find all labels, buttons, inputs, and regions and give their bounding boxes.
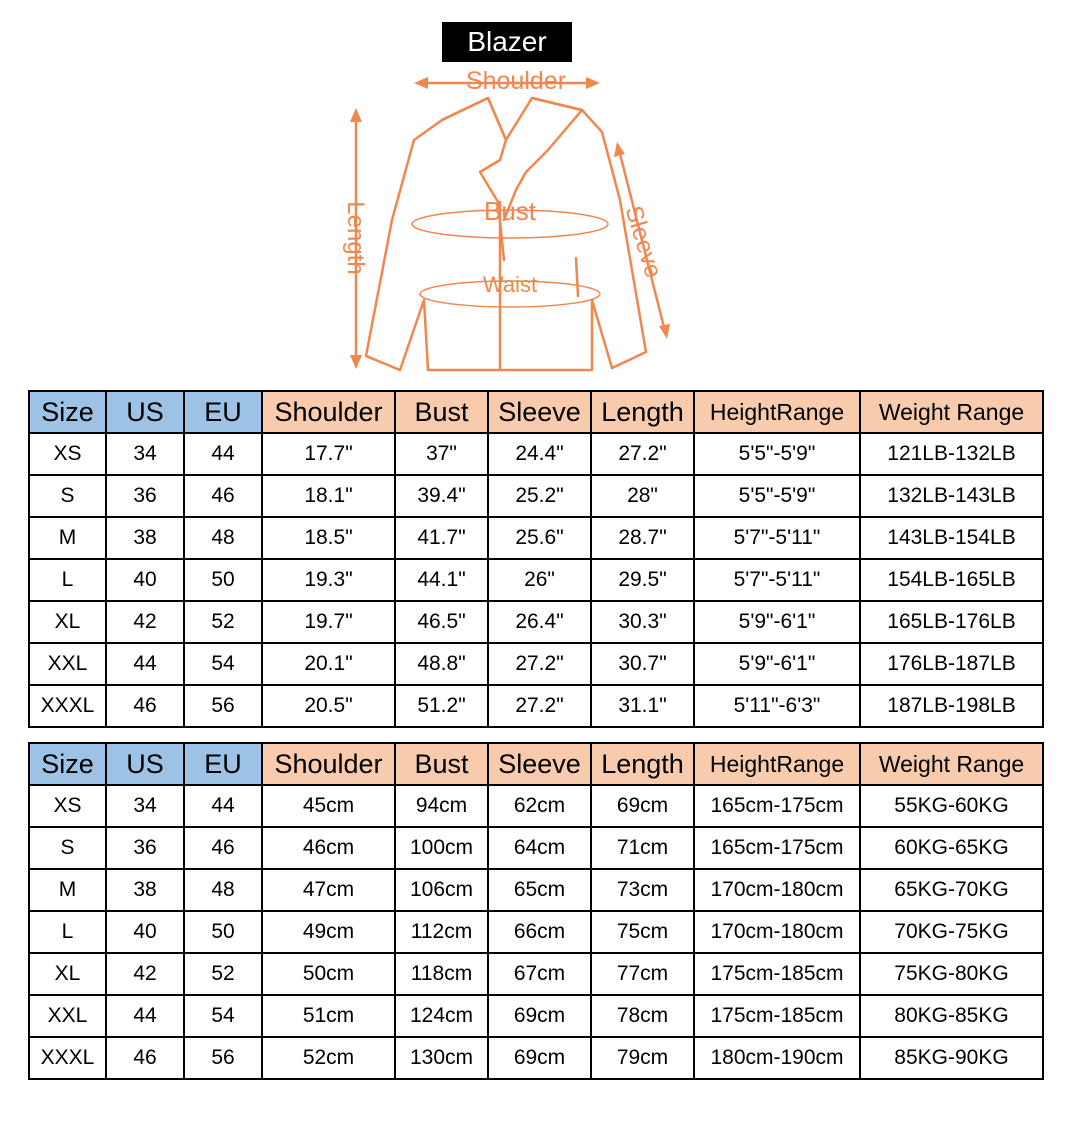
- cell-weight-range: 176LB-187LB: [860, 643, 1043, 685]
- header-sleeve: Sleeve: [488, 391, 591, 433]
- size-chart-inches: [28, 390, 1044, 728]
- cell-us: 34: [106, 785, 184, 827]
- cell-length: 28.7": [591, 517, 694, 559]
- cell-length: 77cm: [591, 953, 694, 995]
- cell-length: 30.3": [591, 601, 694, 643]
- cell-us: 46: [106, 685, 184, 727]
- cell-sleeve: 27.2": [488, 643, 591, 685]
- table-row: [29, 995, 1043, 1037]
- cell-length: 30.7": [591, 643, 694, 685]
- cell-weight-range: 121LB-132LB: [860, 433, 1043, 475]
- cell-size: XXL: [29, 995, 106, 1037]
- cell-eu: 50: [184, 559, 262, 601]
- cell-length: 79cm: [591, 1037, 694, 1079]
- cell-eu: 54: [184, 995, 262, 1037]
- cell-height-range: 175cm-185cm: [694, 995, 860, 1037]
- sleeve-label: Sleeve: [619, 202, 667, 281]
- cell-us: 34: [106, 433, 184, 475]
- shoulder-arrowhead-right: [586, 77, 600, 89]
- cell-eu: 56: [184, 1037, 262, 1079]
- cell-us: 42: [106, 953, 184, 995]
- cell-bust: 48.8": [395, 643, 488, 685]
- cell-eu: 44: [184, 785, 262, 827]
- cell-height-range: 165cm-175cm: [694, 827, 860, 869]
- table-row: [29, 911, 1043, 953]
- table-row: [29, 953, 1043, 995]
- cell-size: L: [29, 559, 106, 601]
- cell-shoulder: 45cm: [262, 785, 395, 827]
- cell-length: 27.2": [591, 433, 694, 475]
- cell-eu: 46: [184, 827, 262, 869]
- header-length: Length: [591, 743, 694, 785]
- cell-shoulder: 52cm: [262, 1037, 395, 1079]
- header-weight-range: Weight Range: [860, 743, 1043, 785]
- cell-height-range: 175cm-185cm: [694, 953, 860, 995]
- cell-us: 44: [106, 643, 184, 685]
- header-size: Size: [29, 743, 106, 785]
- cell-weight-range: 187LB-198LB: [860, 685, 1043, 727]
- cell-bust: 39.4": [395, 475, 488, 517]
- cell-bust: 118cm: [395, 953, 488, 995]
- cell-height-range: 170cm-180cm: [694, 869, 860, 911]
- length-arrowhead-bottom: [350, 355, 362, 369]
- cell-weight-range: 143LB-154LB: [860, 517, 1043, 559]
- cell-size: M: [29, 869, 106, 911]
- cell-us: 44: [106, 995, 184, 1037]
- cell-size: XXXL: [29, 685, 106, 727]
- cell-us: 38: [106, 517, 184, 559]
- cell-us: 40: [106, 559, 184, 601]
- cell-size: XS: [29, 785, 106, 827]
- cell-eu: 46: [184, 475, 262, 517]
- table-row: [29, 785, 1043, 827]
- blazer-title: Blazer: [442, 22, 572, 62]
- header-weight-range: Weight Range: [860, 391, 1043, 433]
- cell-eu: 48: [184, 517, 262, 559]
- cell-sleeve: 65cm: [488, 869, 591, 911]
- blazer-measurement-diagram: [330, 60, 690, 380]
- cell-bust: 112cm: [395, 911, 488, 953]
- length-label: Length: [342, 201, 369, 275]
- cell-shoulder: 20.5": [262, 685, 395, 727]
- cell-height-range: 5'9"-6'1": [694, 643, 860, 685]
- cell-sleeve: 26": [488, 559, 591, 601]
- cell-shoulder: 49cm: [262, 911, 395, 953]
- header-bust: Bust: [395, 743, 488, 785]
- cell-length: 28": [591, 475, 694, 517]
- cell-height-range: 165cm-175cm: [694, 785, 860, 827]
- header-size: Size: [29, 391, 106, 433]
- table-row: [29, 827, 1043, 869]
- cell-weight-range: 60KG-65KG: [860, 827, 1043, 869]
- cell-height-range: 5'7"-5'11": [694, 559, 860, 601]
- cell-shoulder: 20.1": [262, 643, 395, 685]
- cell-height-range: 5'9"-6'1": [694, 601, 860, 643]
- cell-size: XL: [29, 953, 106, 995]
- cell-height-range: 5'7"-5'11": [694, 517, 860, 559]
- size-chart-cm: [28, 742, 1044, 1080]
- header-height-range: HeightRange: [694, 391, 860, 433]
- cm-table-body: [29, 785, 1043, 1079]
- cell-eu: 56: [184, 685, 262, 727]
- cell-shoulder: 18.5": [262, 517, 395, 559]
- cell-size: M: [29, 517, 106, 559]
- cell-shoulder: 18.1": [262, 475, 395, 517]
- table-row: [29, 517, 1043, 559]
- cell-shoulder: 51cm: [262, 995, 395, 1037]
- cell-shoulder: 46cm: [262, 827, 395, 869]
- cell-height-range: 5'5"-5'9": [694, 475, 860, 517]
- cell-sleeve: 25.6": [488, 517, 591, 559]
- inch-table-body: [29, 433, 1043, 727]
- cell-weight-range: 80KG-85KG: [860, 995, 1043, 1037]
- cell-height-range: 5'11"-6'3": [694, 685, 860, 727]
- sleeve-arrowhead-bottom: [659, 324, 670, 339]
- inch-table-header-row: [29, 391, 1043, 433]
- jacket-pocket-line: [576, 258, 578, 296]
- cell-weight-range: 165LB-176LB: [860, 601, 1043, 643]
- header-us: US: [106, 743, 184, 785]
- cell-length: 71cm: [591, 827, 694, 869]
- cell-bust: 100cm: [395, 827, 488, 869]
- cell-weight-range: 70KG-75KG: [860, 911, 1043, 953]
- cell-weight-range: 154LB-165LB: [860, 559, 1043, 601]
- table-row: [29, 433, 1043, 475]
- cell-sleeve: 69cm: [488, 995, 591, 1037]
- table-row: [29, 643, 1043, 685]
- table-row: [29, 475, 1043, 517]
- cell-length: 78cm: [591, 995, 694, 1037]
- cell-sleeve: 69cm: [488, 1037, 591, 1079]
- cell-shoulder: 50cm: [262, 953, 395, 995]
- header-bust: Bust: [395, 391, 488, 433]
- shoulder-label: Shoulder: [465, 67, 567, 95]
- cell-shoulder: 19.3": [262, 559, 395, 601]
- cell-length: 69cm: [591, 785, 694, 827]
- table-row: [29, 685, 1043, 727]
- length-arrowhead-top: [350, 108, 362, 122]
- cell-sleeve: 66cm: [488, 911, 591, 953]
- cell-bust: 124cm: [395, 995, 488, 1037]
- cell-size: S: [29, 827, 106, 869]
- cell-sleeve: 64cm: [488, 827, 591, 869]
- header-eu: EU: [184, 743, 262, 785]
- cell-bust: 51.2": [395, 685, 488, 727]
- header-shoulder: Shoulder: [262, 743, 395, 785]
- header-shoulder: Shoulder: [262, 391, 395, 433]
- cell-size: XXXL: [29, 1037, 106, 1079]
- cell-height-range: 170cm-180cm: [694, 911, 860, 953]
- cell-length: 73cm: [591, 869, 694, 911]
- table-row: [29, 869, 1043, 911]
- cell-bust: 94cm: [395, 785, 488, 827]
- table-row: [29, 559, 1043, 601]
- cell-length: 31.1": [591, 685, 694, 727]
- cell-sleeve: 25.2": [488, 475, 591, 517]
- cell-eu: 52: [184, 953, 262, 995]
- cell-eu: 50: [184, 911, 262, 953]
- header-sleeve: Sleeve: [488, 743, 591, 785]
- cell-size: S: [29, 475, 106, 517]
- cell-bust: 44.1": [395, 559, 488, 601]
- shoulder-arrowhead-left: [414, 77, 428, 89]
- cell-sleeve: 67cm: [488, 953, 591, 995]
- cell-shoulder: 19.7": [262, 601, 395, 643]
- cell-shoulder: 17.7": [262, 433, 395, 475]
- cell-length: 29.5": [591, 559, 694, 601]
- header-height-range: HeightRange: [694, 743, 860, 785]
- cell-weight-range: 132LB-143LB: [860, 475, 1043, 517]
- cell-size: L: [29, 911, 106, 953]
- cell-height-range: 5'5"-5'9": [694, 433, 860, 475]
- cell-us: 36: [106, 475, 184, 517]
- table-row: [29, 1037, 1043, 1079]
- cell-weight-range: 85KG-90KG: [860, 1037, 1043, 1079]
- bust-label: Bust: [483, 196, 537, 226]
- cell-bust: 41.7": [395, 517, 488, 559]
- cell-sleeve: 27.2": [488, 685, 591, 727]
- cell-weight-range: 65KG-70KG: [860, 869, 1043, 911]
- cell-bust: 130cm: [395, 1037, 488, 1079]
- cell-sleeve: 62cm: [488, 785, 591, 827]
- cell-sleeve: 24.4": [488, 433, 591, 475]
- cell-eu: 54: [184, 643, 262, 685]
- cell-eu: 52: [184, 601, 262, 643]
- cell-length: 75cm: [591, 911, 694, 953]
- header-us: US: [106, 391, 184, 433]
- cell-height-range: 180cm-190cm: [694, 1037, 860, 1079]
- cell-us: 42: [106, 601, 184, 643]
- cell-size: XXL: [29, 643, 106, 685]
- cell-shoulder: 47cm: [262, 869, 395, 911]
- cell-sleeve: 26.4": [488, 601, 591, 643]
- header-length: Length: [591, 391, 694, 433]
- blazer-diagram-svg: [330, 60, 690, 380]
- cell-eu: 48: [184, 869, 262, 911]
- sleeve-arrowhead-top: [614, 142, 625, 157]
- cell-us: 38: [106, 869, 184, 911]
- cell-us: 40: [106, 911, 184, 953]
- cell-size: XS: [29, 433, 106, 475]
- cell-bust: 106cm: [395, 869, 488, 911]
- cell-weight-range: 55KG-60KG: [860, 785, 1043, 827]
- cell-bust: 37": [395, 433, 488, 475]
- header-eu: EU: [184, 391, 262, 433]
- cell-size: XL: [29, 601, 106, 643]
- cell-us: 46: [106, 1037, 184, 1079]
- cell-us: 36: [106, 827, 184, 869]
- cell-eu: 44: [184, 433, 262, 475]
- cm-table-header-row: [29, 743, 1043, 785]
- waist-label: Waist: [482, 272, 538, 297]
- cell-bust: 46.5": [395, 601, 488, 643]
- table-row: [29, 601, 1043, 643]
- cell-weight-range: 75KG-80KG: [860, 953, 1043, 995]
